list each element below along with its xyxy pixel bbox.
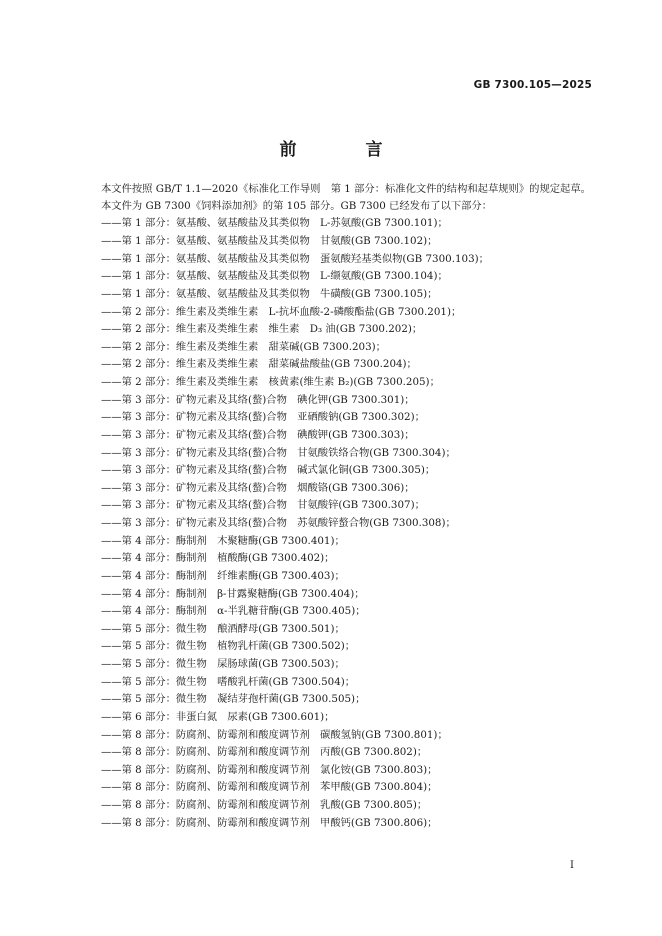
list-item: ——第 5 部分：微生物 凝结芽孢杆菌(GB 7300.505)； — [101, 693, 366, 706]
list-item: ——第 2 部分：维生素及类维生素 L-抗坏血酸-2-磷酸酯盐(GB 7300.201)； — [101, 305, 462, 318]
list-item: ——第 3 部分：矿物元素及其络(螯)合物 苏氨酸锌螯合物(GB 7300.308)； — [101, 517, 456, 530]
list-item: ——第 3 部分：矿物元素及其络(螯)合物 甘氨酸锌(GB 7300.307)； — [101, 499, 425, 512]
published-parts-list — [80, 215, 592, 832]
scope-paragraph: 本文件为 GB 7300《饲料添加剂》的第 105 部分。GB 7300 已经发布了以下部分： — [101, 200, 493, 213]
list-item: ——第 8 部分：防腐剂、防霉剂和酸度调节剂 甲酸钙(GB 7300.806)； — [101, 816, 438, 829]
list-item: ——第 8 部分：防腐剂、防霉剂和酸度调节剂 氯化铵(GB 7300.803)； — [101, 763, 438, 776]
list-item: ——第 8 部分：防腐剂、防霉剂和酸度调节剂 碳酸氢钠(GB 7300.801)； — [101, 728, 448, 741]
page-number: I — [570, 860, 574, 871]
list-item: ——第 3 部分：矿物元素及其络(螯)合物 烟酸铬(GB 7300.306)； — [101, 481, 415, 494]
list-item: ——第 1 部分：氨基酸、氨基酸盐及其类似物 蛋氨酸羟基类似物(GB 7300.103)； — [101, 252, 489, 265]
list-item: ——第 1 部分：氨基酸、氨基酸盐及其类似物 牛磺酸(GB 7300.105)； — [101, 287, 438, 300]
list-item: ——第 4 部分：酶制剂 木聚糖酶(GB 7300.401)； — [101, 534, 345, 547]
list-item: ——第 5 部分：微生物 酿酒酵母(GB 7300.501)； — [101, 622, 345, 635]
list-item: ——第 3 部分：矿物元素及其络(螯)合物 亚硒酸钠(GB 7300.302)； — [101, 411, 425, 424]
list-item: ——第 1 部分：氨基酸、氨基酸盐及其类似物 L-苏氨酸(GB 7300.101)； — [101, 217, 448, 230]
list-item: ——第 3 部分：矿物元素及其络(螯)合物 碘酸钾(GB 7300.303)； — [101, 428, 415, 441]
list-item: ——第 4 部分：酶制剂 β-甘露聚糖酶(GB 7300.404)； — [101, 587, 365, 600]
list-item: ——第 3 部分：矿物元素及其络(螯)合物 碱式氯化铜(GB 7300.305)； — [101, 464, 436, 477]
list-item: ——第 2 部分：维生素及类维生素 核黄素(维生素 B₂)(GB 7300.205)； — [101, 376, 440, 389]
list-item: ——第 3 部分：矿物元素及其络(螯)合物 碘化钾(GB 7300.301)； — [101, 393, 415, 406]
list-item: ——第 8 部分：防腐剂、防霉剂和酸度调节剂 乳酸(GB 7300.805)； — [101, 799, 428, 812]
list-item: ——第 2 部分：维生素及类维生素 维生素 D₃ 油(GB 7300.202)； — [101, 323, 423, 336]
list-item: ——第 4 部分：酶制剂 植酸酶(GB 7300.402)； — [101, 552, 335, 565]
list-item: ——第 2 部分：维生素及类维生素 甜菜碱盐酸盐(GB 7300.204)； — [101, 358, 417, 371]
list-item: ——第 1 部分：氨基酸、氨基酸盐及其类似物 L-缬氨酸(GB 7300.104)； — [101, 270, 448, 283]
intro-paragraph: 本文件按照 GB/T 1.1—2020《标准化工作导则 第 1 部分：标准化文件的结构和起草规则》的规定起草。 — [101, 183, 591, 195]
list-item: ——第 1 部分：氨基酸、氨基酸盐及其类似物 甘氨酸(GB 7300.102)； — [101, 235, 438, 248]
list-item: ——第 3 部分：矿物元素及其络(螯)合物 甘氨酸铁络合物(GB 7300.304)； — [101, 446, 456, 459]
page-title: 前 言 — [279, 140, 409, 160]
list-item: ——第 4 部分：酶制剂 α-半乳糖苷酶(GB 7300.405)； — [101, 605, 366, 618]
list-item: ——第 5 部分：微生物 植物乳杆菌(GB 7300.502)； — [101, 640, 356, 653]
list-item: ——第 2 部分：维生素及类维生素 甜菜碱(GB 7300.203)； — [101, 340, 386, 353]
list-item: ——第 6 部分：非蛋白氮 尿素(GB 7300.601)； — [101, 710, 335, 723]
document-body — [80, 181, 592, 832]
list-item: ——第 8 部分：防腐剂、防霉剂和酸度调节剂 丙酸(GB 7300.802)； — [101, 746, 428, 759]
standard-code: GB 7300.105—2025 — [473, 79, 592, 91]
list-item: ——第 4 部分：酶制剂 纤维素酶(GB 7300.403)； — [101, 569, 345, 582]
list-item: ——第 8 部分：防腐剂、防霉剂和酸度调节剂 苯甲酸(GB 7300.804)； — [101, 781, 438, 794]
list-item: ——第 5 部分：微生物 屎肠球菌(GB 7300.503)； — [101, 658, 345, 671]
list-item: ——第 5 部分：微生物 嗜酸乳杆菌(GB 7300.504)； — [101, 675, 356, 688]
